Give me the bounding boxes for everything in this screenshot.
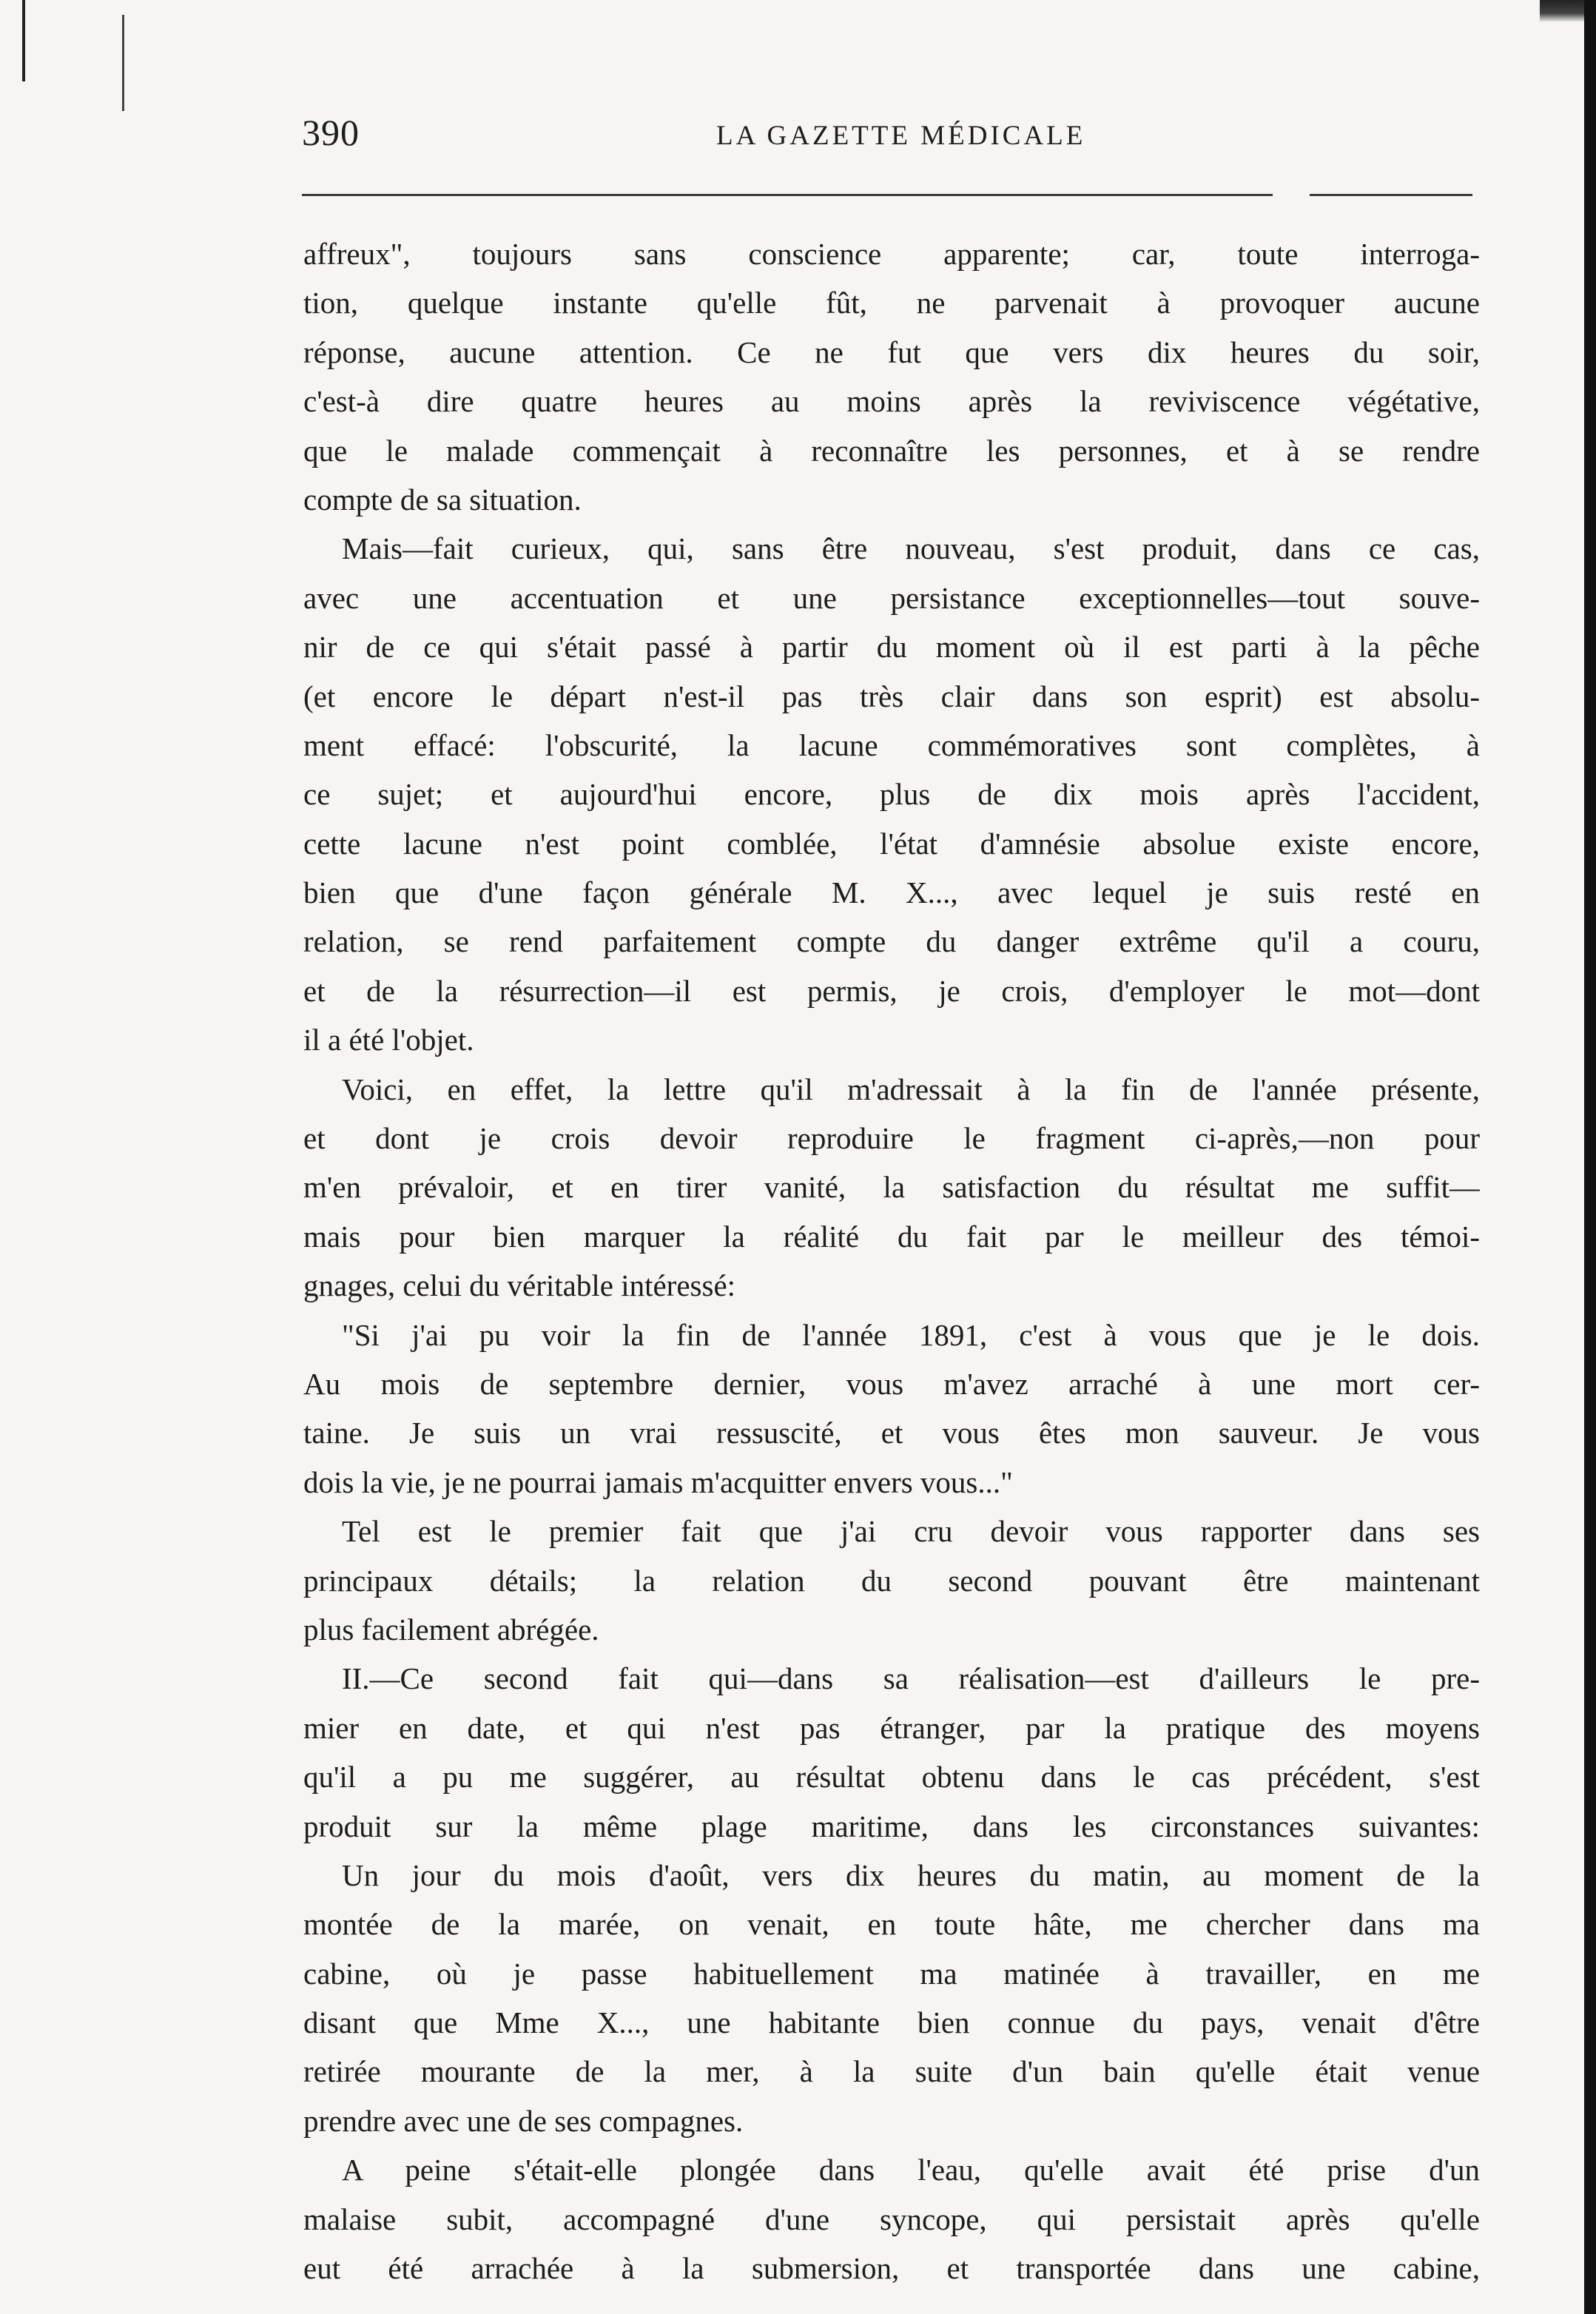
header-rule-gap xyxy=(1273,191,1310,198)
text-line: mais pour bien marquer la réalité du fait par le meilleur des témoi- xyxy=(303,1219,1480,1254)
text-line: et dont je crois devoir reproduire le fragment ci-après,—non pour xyxy=(303,1121,1480,1156)
text-line: ment effacé: l'obscurité, la lacune commémoratives sont complètes, à xyxy=(303,727,1480,762)
scan-edge-corner xyxy=(1540,0,1584,22)
text-line: II.—Ce second fait qui—dans sa réalisation—est d'ailleurs le pre- xyxy=(342,1661,1480,1696)
text-line: il a été l'objet. xyxy=(303,1023,474,1057)
text-line: que le malade commençait à reconnaître les personnes, et à se rendre xyxy=(303,433,1480,468)
text-line: produit sur la même plage maritime, dans les circonstances suivantes: xyxy=(303,1809,1480,1843)
text-line: Tel est le premier fait que j'ai cru devoir vous rapporter dans ses xyxy=(342,1514,1480,1549)
text-line: (et encore le départ n'est-il pas très clair dans son esprit) est absolu- xyxy=(303,679,1480,713)
text-line: prendre avec une de ses compagnes. xyxy=(303,2103,744,2138)
text-line: réponse, aucune attention. Ce ne fut que vers dix heures du soir, xyxy=(303,334,1480,369)
scan-edge-right xyxy=(1584,0,1596,2314)
page-header xyxy=(302,111,1478,170)
text-line: cette lacune n'est point comblée, l'état d'amnésie absolue existe encore, xyxy=(303,826,1480,861)
text-line: compte de sa situation. xyxy=(303,482,582,517)
text-line: Un jour du mois d'août, vers dix heures du matin, au moment de la xyxy=(342,1857,1480,1892)
text-line: tion, quelque instante qu'elle fût, ne parvenait à provoquer aucune xyxy=(303,286,1480,320)
text-line: c'est-à dire quatre heures au moins après la reviviscence végétative, xyxy=(303,384,1480,419)
text-line: qu'il a pu me suggérer, au résultat obtenu dans le cas précédent, s'est xyxy=(303,1760,1480,1795)
text-line: Mais—fait curieux, qui, sans être nouveau, s'est produit, dans ce cas, xyxy=(342,531,1480,566)
scan-edge-mark-inner xyxy=(122,15,124,111)
text-line: dois la vie, je ne pourrai jamais m'acquitter envers vous..." xyxy=(303,1464,1013,1499)
text-line: taine. Je suis un vrai ressuscité, et vous êtes mon sauveur. Je vous xyxy=(303,1416,1480,1450)
scan-edge-mark-left xyxy=(22,0,25,81)
text-line: affreux", toujours sans conscience apparente; car, toute interroga- xyxy=(303,237,1480,271)
page-number: 390 xyxy=(302,112,360,153)
text-line: retirée mourante de la mer, à la suite d'un bain qu'elle était venue xyxy=(303,2054,1480,2089)
text-line: gnages, celui du véritable intéressé: xyxy=(303,1268,736,1303)
text-line: cabine, où je passe habituellement ma matinée à travailler, en me xyxy=(303,1956,1480,1991)
text-line: Voici, en effet, la lettre qu'il m'adressait à la fin de l'année présente, xyxy=(342,1072,1480,1106)
text-line: ce sujet; et aujourd'hui encore, plus de dix mois après l'accident, xyxy=(303,777,1480,812)
text-line: plus facilement abrégée. xyxy=(303,1612,599,1647)
text-line: avec une accentuation et une persistance exceptionnelles—tout souve- xyxy=(303,580,1480,615)
text-line: disant que Mme X..., une habitante bien connue du pays, venait d'être xyxy=(303,2005,1480,2040)
text-line: malaise subit, accompagné d'une syncope, qui persistait après qu'elle xyxy=(303,2202,1480,2236)
text-line: nir de ce qui s'était passé à partir du moment où il est parti à la pêche xyxy=(303,630,1480,665)
text-line: eut été arrachée à la submersion, et transportée dans une cabine, xyxy=(303,2251,1480,2286)
text-line: principaux détails; la relation du second pouvant être maintenant xyxy=(303,1563,1480,1598)
text-line: bien que d'une façon générale M. X..., avec lequel je suis resté en xyxy=(303,875,1480,910)
text-line: montée de la marée, on venait, en toute hâte, me chercher dans ma xyxy=(303,1907,1480,1942)
text-line: mier en date, et qui n'est pas étranger, par la pratique des moyens xyxy=(303,1710,1480,1745)
body-text xyxy=(303,229,1480,2287)
text-line: m'en prévaloir, et en tirer vanité, la satisfaction du résultat me suffit— xyxy=(303,1170,1480,1205)
text-line: relation, se rend parfaitement compte du danger extrême qu'il a couru, xyxy=(303,924,1480,959)
text-line: "Si j'ai pu voir la fin de l'année 1891, c'est à vous que je le dois. xyxy=(342,1317,1480,1352)
running-title: LA GAZETTE MÉDICALE xyxy=(716,121,1086,151)
text-line: A peine s'était-elle plongée dans l'eau, qu'elle avait été prise d'un xyxy=(342,2153,1480,2187)
text-line: Au mois de septembre dernier, vous m'avez arraché à une mort cer- xyxy=(303,1366,1480,1401)
text-line: et de la résurrection—il est permis, je crois, d'employer le mot—dont xyxy=(303,973,1480,1008)
